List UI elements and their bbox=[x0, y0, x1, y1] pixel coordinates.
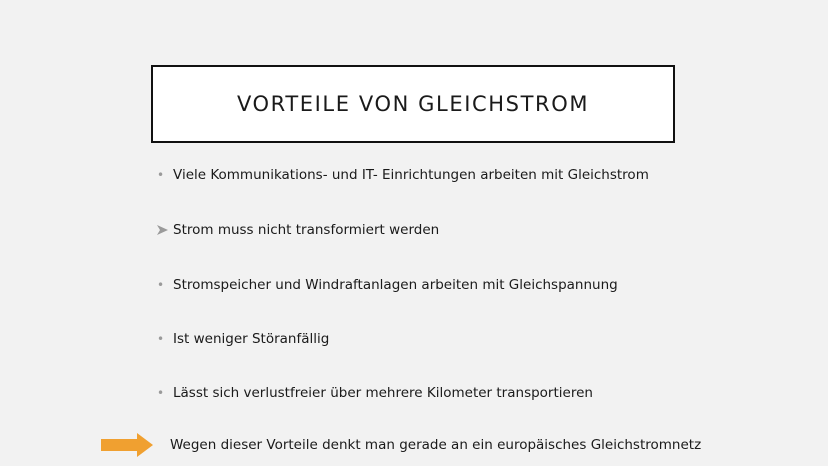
arrowhead-icon bbox=[157, 225, 173, 235]
bullet-item bbox=[157, 274, 618, 296]
dot-icon: • bbox=[157, 386, 165, 400]
bullet-item bbox=[157, 328, 329, 350]
arrow-right-icon bbox=[101, 433, 153, 457]
bullet-item bbox=[157, 219, 439, 241]
dot-icon: • bbox=[157, 168, 165, 182]
bullet-text: Lässt sich verlustfreier über mehrere Kilometer transportieren bbox=[173, 385, 593, 401]
bullet-text: Strom muss nicht transformiert werden bbox=[173, 222, 440, 238]
bullet-item bbox=[157, 164, 649, 186]
bullet-text: Ist weniger Störanfällig bbox=[173, 331, 330, 347]
bullet-item bbox=[157, 382, 593, 404]
conclusion-text: Wegen dieser Vorteile denkt man gerade an ein europäisches Gleichstromnetz bbox=[170, 437, 702, 453]
conclusion bbox=[101, 432, 701, 458]
dot-icon: • bbox=[157, 278, 165, 292]
title-box bbox=[151, 65, 675, 143]
dot-icon: • bbox=[157, 332, 165, 346]
slide-title: VORTEILE VON GLEICHSTROM bbox=[236, 92, 590, 116]
bullet-text: Stromspeicher und Windraftanlagen arbeiten mit Gleichspannung bbox=[173, 277, 618, 293]
bullet-text: Viele Kommunikations- und IT- Einrichtungen arbeiten mit Gleichstrom bbox=[173, 167, 649, 183]
